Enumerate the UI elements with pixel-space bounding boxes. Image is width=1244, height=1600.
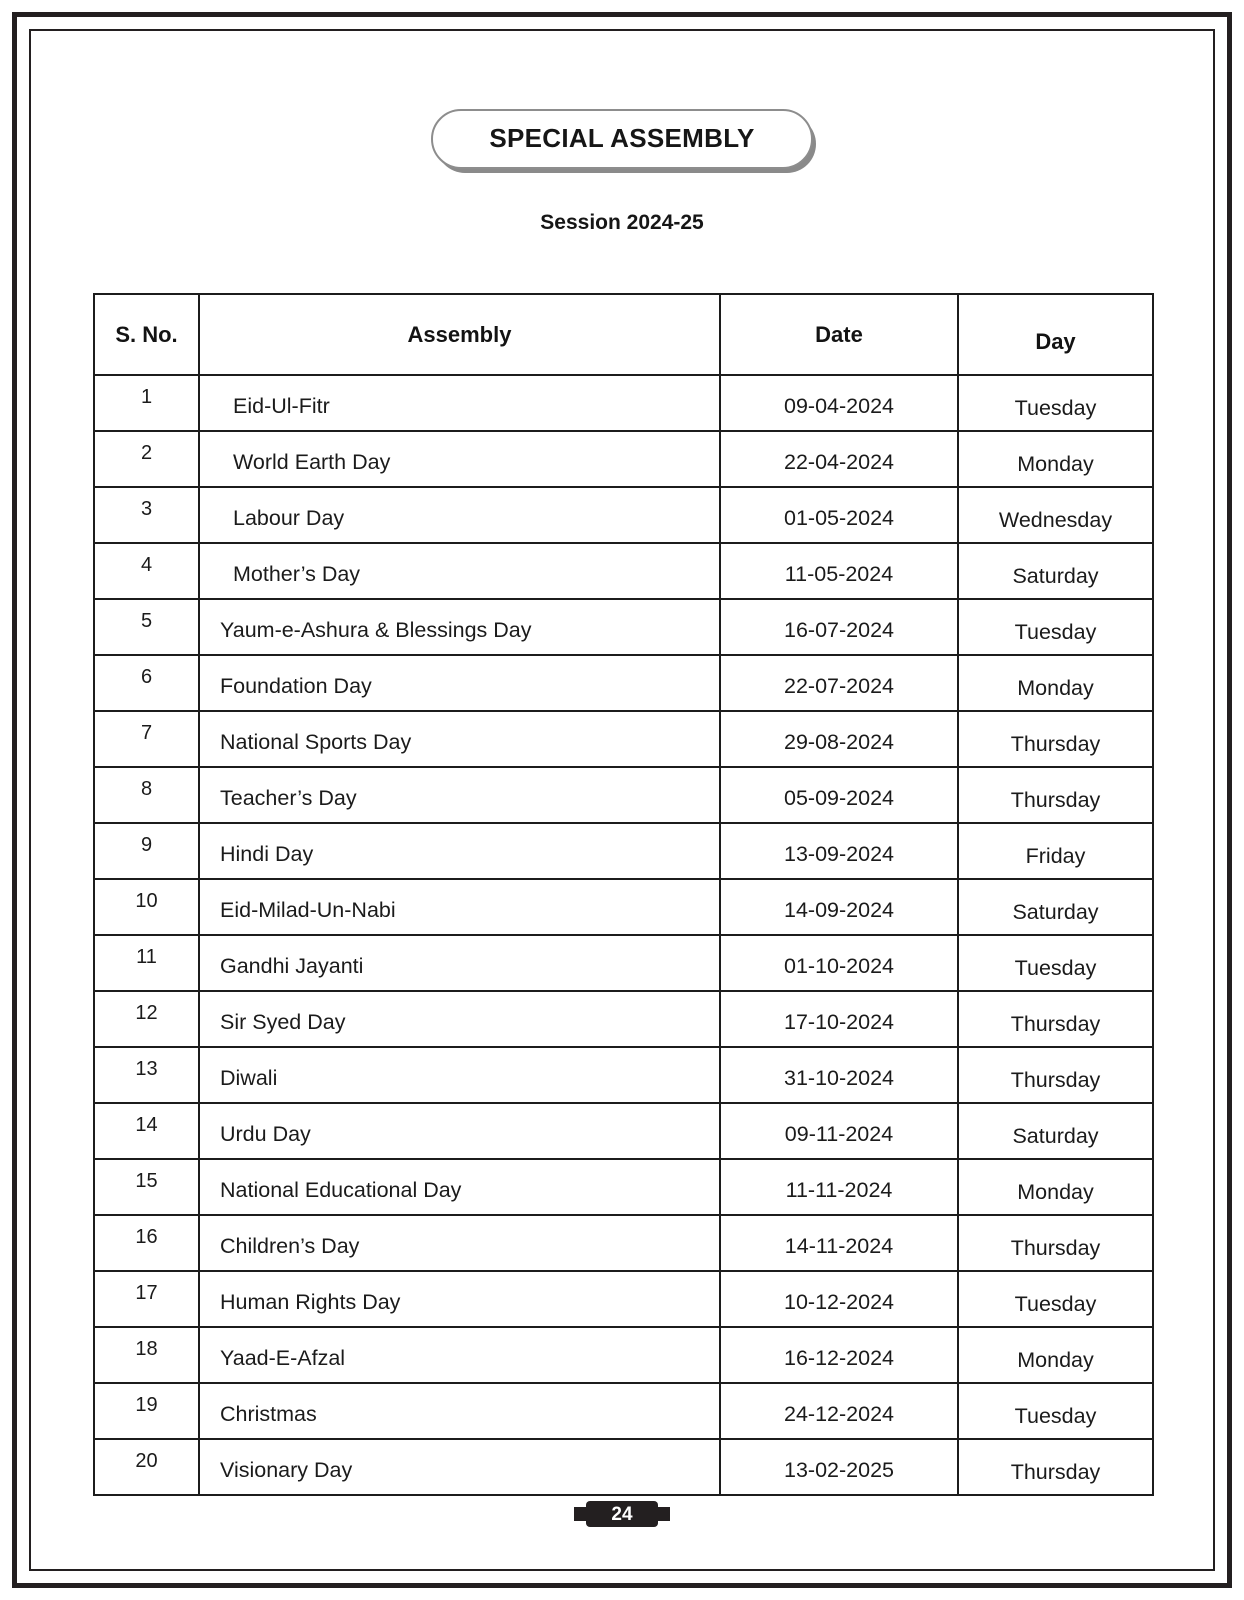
cell-day-value: Thursday bbox=[1010, 787, 1101, 812]
table-row bbox=[94, 1159, 1153, 1215]
cell-sno-value: 12 bbox=[135, 1001, 158, 1024]
cell-assembly-value: Diwali bbox=[220, 1065, 278, 1090]
column-header-assembly-label: Assembly bbox=[407, 321, 512, 347]
cell-assembly bbox=[199, 1103, 720, 1159]
cell-assembly bbox=[199, 935, 720, 991]
cell-date bbox=[720, 1327, 958, 1383]
cell-day bbox=[958, 767, 1153, 823]
cell-date-value: 16-12-2024 bbox=[784, 1345, 894, 1370]
cell-sno bbox=[94, 1215, 199, 1271]
cell-sno bbox=[94, 599, 199, 655]
cell-date-value: 11-11-2024 bbox=[785, 1177, 893, 1202]
cell-day-value: Wednesday bbox=[998, 507, 1113, 532]
cell-date bbox=[720, 767, 958, 823]
cell-day bbox=[958, 1047, 1153, 1103]
cell-day-value: Thursday bbox=[1010, 1067, 1101, 1092]
cell-date bbox=[720, 543, 958, 599]
session-subtitle: Session 2024-25 bbox=[540, 211, 704, 234]
cell-sno bbox=[94, 1383, 199, 1439]
cell-day-value: Tuesday bbox=[1014, 395, 1097, 420]
cell-assembly-value: National Educational Day bbox=[220, 1177, 462, 1202]
cell-day-value: Friday bbox=[1025, 843, 1086, 868]
cell-date-value: 05-09-2024 bbox=[784, 785, 894, 810]
table-row bbox=[94, 935, 1153, 991]
cell-day bbox=[958, 375, 1153, 431]
cell-sno-value: 11 bbox=[136, 945, 157, 968]
column-header-sno bbox=[94, 294, 199, 375]
cell-sno-value: 5 bbox=[140, 609, 153, 632]
cell-date bbox=[720, 1439, 958, 1495]
cell-sno bbox=[94, 879, 199, 935]
cell-assembly-value: Hindi Day bbox=[220, 841, 314, 866]
cell-day-value: Monday bbox=[1017, 675, 1094, 700]
table-row bbox=[94, 487, 1153, 543]
cell-assembly-value: Eid-Ul-Fitr bbox=[233, 393, 330, 418]
cell-date bbox=[720, 1383, 958, 1439]
cell-sno-value: 1 bbox=[140, 385, 153, 408]
cell-assembly-value: Human Rights Day bbox=[220, 1289, 401, 1314]
table-row bbox=[94, 1215, 1153, 1271]
cell-sno-value: 14 bbox=[135, 1113, 158, 1136]
table-row bbox=[94, 767, 1153, 823]
cell-assembly bbox=[199, 1271, 720, 1327]
page-title-pill bbox=[431, 109, 812, 169]
cell-sno bbox=[94, 1047, 199, 1103]
table-row bbox=[94, 655, 1153, 711]
cell-date bbox=[720, 823, 958, 879]
cell-date bbox=[720, 711, 958, 767]
cell-day-value: Saturday bbox=[1012, 1123, 1099, 1148]
cell-day bbox=[958, 1327, 1153, 1383]
cell-day bbox=[958, 543, 1153, 599]
cell-sno-value: 8 bbox=[140, 777, 153, 800]
cell-assembly-value: Yaad-E-Afzal bbox=[220, 1345, 346, 1370]
cell-date-value: 29-08-2024 bbox=[784, 729, 894, 754]
cell-day bbox=[958, 991, 1153, 1047]
page-title-container bbox=[31, 109, 1213, 169]
page-footer bbox=[31, 1497, 1213, 1531]
cell-day-value: Thursday bbox=[1010, 1235, 1101, 1260]
cell-date bbox=[720, 431, 958, 487]
cell-sno bbox=[94, 767, 199, 823]
cell-sno-value: 9 bbox=[140, 833, 153, 856]
cell-date bbox=[720, 599, 958, 655]
cell-day bbox=[958, 711, 1153, 767]
cell-sno-value: 2 bbox=[140, 441, 153, 464]
cell-sno bbox=[94, 655, 199, 711]
cell-sno-value: 20 bbox=[135, 1449, 158, 1472]
cell-date-value: 13-02-2025 bbox=[784, 1457, 894, 1482]
cell-assembly-value: World Earth Day bbox=[233, 449, 391, 474]
cell-date-value: 14-09-2024 bbox=[784, 897, 894, 922]
cell-assembly-value: Sir Syed Day bbox=[220, 1009, 346, 1034]
cell-sno bbox=[94, 1271, 199, 1327]
cell-date bbox=[720, 1271, 958, 1327]
cell-day-value: Tuesday bbox=[1014, 1291, 1097, 1316]
cell-date-value: 22-07-2024 bbox=[784, 673, 894, 698]
cell-assembly-value: Yaum-e-Ashura & Blessings Day bbox=[220, 617, 532, 642]
cell-assembly-value: Eid-Milad-Un-Nabi bbox=[220, 897, 396, 922]
cell-sno bbox=[94, 375, 199, 431]
table-row bbox=[94, 1271, 1153, 1327]
cell-assembly bbox=[199, 599, 720, 655]
page-number: 24 bbox=[611, 1503, 633, 1525]
cell-day bbox=[958, 487, 1153, 543]
cell-day-value: Thursday bbox=[1010, 731, 1101, 756]
cell-sno bbox=[94, 823, 199, 879]
column-header-sno-label: S. No. bbox=[115, 321, 178, 347]
page-title: SPECIAL ASSEMBLY bbox=[489, 123, 755, 153]
cell-sno bbox=[94, 543, 199, 599]
table-row bbox=[94, 1383, 1153, 1439]
table-row bbox=[94, 1327, 1153, 1383]
cell-day-value: Saturday bbox=[1012, 899, 1099, 924]
cell-sno bbox=[94, 1439, 199, 1495]
cell-day bbox=[958, 1159, 1153, 1215]
cell-day bbox=[958, 1271, 1153, 1327]
cell-assembly-value: Labour Day bbox=[233, 505, 345, 530]
cell-sno bbox=[94, 991, 199, 1047]
cell-assembly-value: Children’s Day bbox=[220, 1233, 360, 1258]
cell-day-value: Monday bbox=[1017, 451, 1094, 476]
cell-date bbox=[720, 879, 958, 935]
table-header bbox=[94, 294, 1153, 375]
cell-assembly-value: Foundation Day bbox=[220, 673, 372, 698]
cell-day-value: Tuesday bbox=[1014, 1403, 1097, 1428]
cell-assembly bbox=[199, 823, 720, 879]
cell-sno-value: 16 bbox=[135, 1225, 158, 1248]
table-row bbox=[94, 599, 1153, 655]
cell-assembly bbox=[199, 767, 720, 823]
cell-assembly-value: Urdu Day bbox=[220, 1121, 311, 1146]
cell-date bbox=[720, 935, 958, 991]
cell-sno-value: 3 bbox=[140, 497, 153, 520]
page-content bbox=[31, 31, 1213, 1569]
cell-assembly bbox=[199, 1439, 720, 1495]
table-row bbox=[94, 711, 1153, 767]
cell-sno-value: 15 bbox=[135, 1169, 158, 1192]
cell-day bbox=[958, 655, 1153, 711]
cell-date-value: 01-10-2024 bbox=[784, 953, 894, 978]
cell-day bbox=[958, 1383, 1153, 1439]
cell-day bbox=[958, 1439, 1153, 1495]
cell-sno bbox=[94, 487, 199, 543]
cell-day bbox=[958, 823, 1153, 879]
cell-date bbox=[720, 375, 958, 431]
cell-date-value: 14-11-2024 bbox=[784, 1233, 894, 1258]
cell-day-value: Monday bbox=[1017, 1179, 1094, 1204]
column-header-day bbox=[958, 294, 1153, 375]
cell-sno-value: 10 bbox=[135, 889, 158, 912]
cell-date-value: 17-10-2024 bbox=[784, 1009, 894, 1034]
cell-sno-value: 13 bbox=[135, 1057, 158, 1080]
cell-date-value: 24-12-2024 bbox=[784, 1401, 894, 1426]
cell-assembly bbox=[199, 1159, 720, 1215]
cell-day-value: Saturday bbox=[1012, 563, 1099, 588]
cell-sno bbox=[94, 1159, 199, 1215]
table-row bbox=[94, 1439, 1153, 1495]
table-row bbox=[94, 1103, 1153, 1159]
cell-date-value: 09-11-2024 bbox=[784, 1121, 894, 1146]
page-number-badge bbox=[586, 1501, 658, 1527]
table-row bbox=[94, 1047, 1153, 1103]
cell-date bbox=[720, 991, 958, 1047]
cell-sno-value: 7 bbox=[140, 721, 153, 744]
cell-assembly bbox=[199, 431, 720, 487]
table-row bbox=[94, 543, 1153, 599]
cell-date bbox=[720, 1047, 958, 1103]
table-row bbox=[94, 431, 1153, 487]
cell-assembly-value: Mother’s Day bbox=[233, 561, 361, 586]
table-row bbox=[94, 991, 1153, 1047]
table-row bbox=[94, 375, 1153, 431]
cell-assembly-value: Visionary Day bbox=[220, 1457, 353, 1482]
cell-assembly bbox=[199, 1215, 720, 1271]
cell-assembly bbox=[199, 711, 720, 767]
special-assembly-table-container bbox=[93, 293, 1152, 1496]
cell-day bbox=[958, 599, 1153, 655]
cell-assembly bbox=[199, 655, 720, 711]
column-header-assembly bbox=[199, 294, 720, 375]
cell-day-value: Thursday bbox=[1010, 1011, 1101, 1036]
cell-date bbox=[720, 1215, 958, 1271]
cell-sno bbox=[94, 1327, 199, 1383]
cell-sno-value: 18 bbox=[135, 1337, 158, 1360]
cell-assembly bbox=[199, 1327, 720, 1383]
cell-day bbox=[958, 879, 1153, 935]
cell-assembly-value: National Sports Day bbox=[220, 729, 412, 754]
cell-assembly bbox=[199, 543, 720, 599]
cell-date-value: 16-07-2024 bbox=[784, 617, 894, 642]
cell-day-value: Tuesday bbox=[1014, 619, 1097, 644]
cell-sno-value: 17 bbox=[135, 1281, 158, 1304]
cell-assembly bbox=[199, 1047, 720, 1103]
cell-assembly-value: Gandhi Jayanti bbox=[220, 953, 364, 978]
cell-assembly bbox=[199, 375, 720, 431]
cell-assembly bbox=[199, 991, 720, 1047]
cell-date bbox=[720, 655, 958, 711]
cell-date-value: 13-09-2024 bbox=[784, 841, 894, 866]
cell-sno bbox=[94, 935, 199, 991]
cell-day bbox=[958, 431, 1153, 487]
cell-assembly bbox=[199, 487, 720, 543]
cell-date-value: 22-04-2024 bbox=[784, 449, 894, 474]
cell-assembly bbox=[199, 879, 720, 935]
cell-sno-value: 4 bbox=[140, 553, 153, 576]
cell-date bbox=[720, 1103, 958, 1159]
cell-date bbox=[720, 487, 958, 543]
cell-assembly-value: Teacher’s Day bbox=[220, 785, 357, 810]
cell-date-value: 01-05-2024 bbox=[784, 505, 894, 530]
cell-day bbox=[958, 1215, 1153, 1271]
cell-assembly bbox=[199, 1383, 720, 1439]
cell-assembly-value: Christmas bbox=[220, 1401, 317, 1426]
cell-date-value: 10-12-2024 bbox=[784, 1289, 894, 1314]
table-row bbox=[94, 879, 1153, 935]
cell-day-value: Thursday bbox=[1010, 1459, 1101, 1484]
cell-day bbox=[958, 1103, 1153, 1159]
cell-sno bbox=[94, 1103, 199, 1159]
cell-day bbox=[958, 935, 1153, 991]
cell-date-value: 09-04-2024 bbox=[784, 393, 894, 418]
column-header-day-label: Day bbox=[1035, 328, 1076, 354]
cell-sno-value: 6 bbox=[140, 665, 153, 688]
cell-date-value: 11-05-2024 bbox=[784, 561, 894, 586]
table-row bbox=[94, 823, 1153, 879]
cell-date-value: 31-10-2024 bbox=[784, 1065, 894, 1090]
column-header-date-label: Date bbox=[815, 321, 863, 347]
special-assembly-table bbox=[93, 293, 1154, 1496]
cell-day-value: Tuesday bbox=[1014, 955, 1097, 980]
column-header-date bbox=[720, 294, 958, 375]
cell-day-value: Monday bbox=[1017, 1347, 1094, 1372]
cell-sno-value: 19 bbox=[135, 1393, 158, 1416]
cell-date bbox=[720, 1159, 958, 1215]
cell-sno bbox=[94, 431, 199, 487]
table-header-row bbox=[94, 294, 1153, 375]
cell-sno bbox=[94, 711, 199, 767]
table-body bbox=[94, 375, 1153, 1495]
